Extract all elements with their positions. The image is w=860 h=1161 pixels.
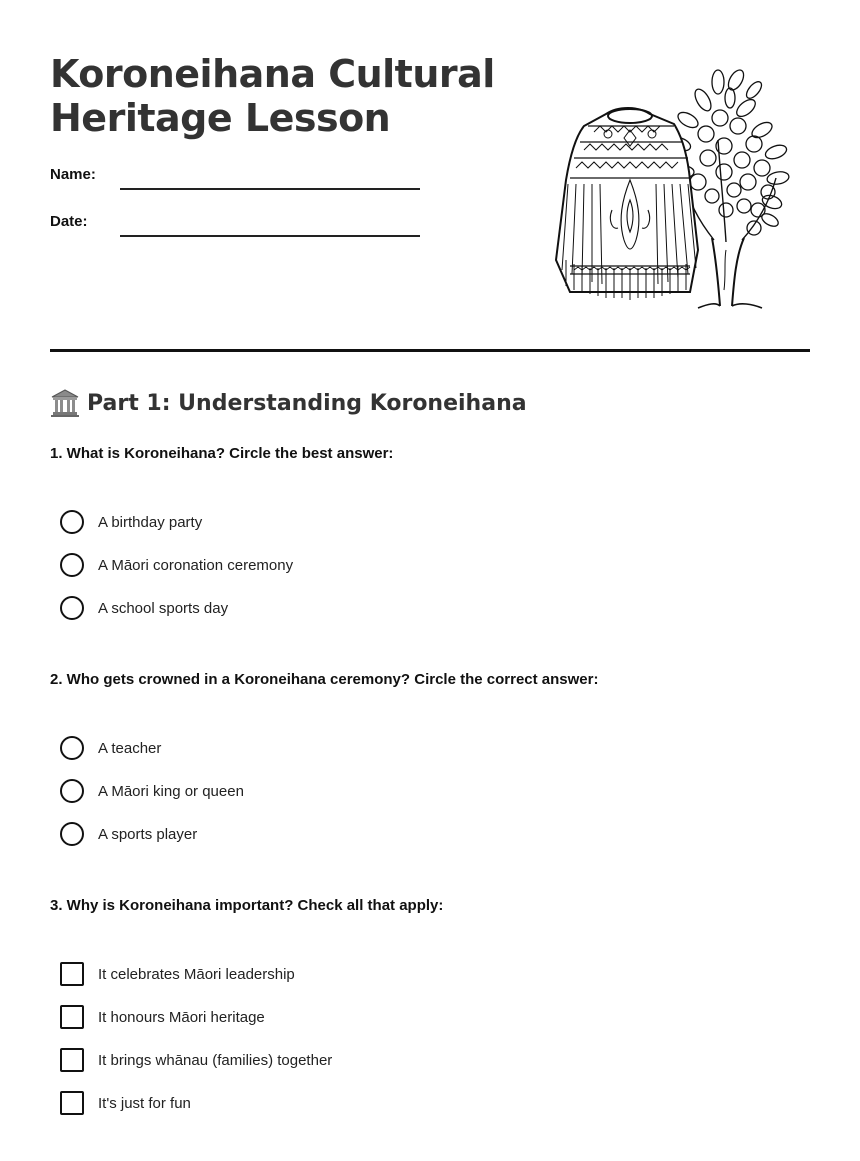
name-writing-line[interactable] — [120, 188, 420, 190]
option-label: It's just for fun — [98, 1094, 191, 1112]
q1-option-1[interactable] — [60, 509, 202, 535]
q3-option-3[interactable] — [60, 1047, 332, 1073]
option-label: A school sports day — [98, 599, 229, 617]
title-line-1: Koroneihana Cultural — [50, 52, 495, 96]
date-label: Date: — [50, 213, 88, 230]
q1-option-2[interactable] — [60, 552, 293, 578]
part1-heading — [50, 388, 527, 418]
radio-circle[interactable] — [60, 596, 84, 620]
part1-heading-text: Part 1: Understanding Koroneihana — [87, 390, 527, 416]
radio-circle[interactable] — [60, 553, 84, 577]
option-label: A Māori king or queen — [98, 782, 244, 800]
title-line-2: Heritage Lesson — [50, 96, 391, 140]
classical-building-icon — [50, 388, 80, 418]
q3-option-1[interactable] — [60, 961, 295, 987]
name-field[interactable] — [50, 160, 420, 190]
radio-circle[interactable] — [60, 779, 84, 803]
page-title — [50, 52, 520, 140]
option-label: A Māori coronation ceremony — [98, 556, 294, 574]
option-label: A birthday party — [98, 513, 203, 531]
korowai-cloak-and-tree-illustration — [548, 60, 798, 316]
cloak-icon — [556, 108, 698, 300]
question-1: 1. What is Koroneihana? Circle the best answer: — [50, 445, 394, 462]
checkbox-square[interactable] — [60, 1005, 84, 1029]
radio-circle[interactable] — [60, 822, 84, 846]
option-label: It celebrates Māori leadership — [98, 965, 295, 983]
option-label: It honours Māori heritage — [98, 1008, 265, 1026]
radio-circle[interactable] — [60, 736, 84, 760]
q2-option-2[interactable] — [60, 778, 244, 804]
date-field[interactable] — [50, 207, 420, 237]
date-writing-line[interactable] — [120, 235, 420, 237]
checkbox-square[interactable] — [60, 1048, 84, 1072]
q2-option-1[interactable] — [60, 735, 161, 761]
option-label: A teacher — [98, 739, 162, 757]
section-divider — [50, 349, 810, 352]
radio-circle[interactable] — [60, 510, 84, 534]
option-label: It brings whānau (families) together — [98, 1051, 333, 1069]
q2-option-3[interactable] — [60, 821, 197, 847]
question-3: 3. Why is Koroneihana important? Check all that apply: — [50, 897, 444, 914]
q3-option-4[interactable] — [60, 1090, 191, 1116]
checkbox-square[interactable] — [60, 962, 84, 986]
q3-option-2[interactable] — [60, 1004, 265, 1030]
option-label: A sports player — [98, 825, 198, 843]
name-label: Name: — [50, 166, 96, 183]
question-2: 2. Who gets crowned in a Koroneihana ceremony? Circle the correct answer: — [50, 671, 599, 688]
checkbox-square[interactable] — [60, 1091, 84, 1115]
q1-option-3[interactable] — [60, 595, 228, 621]
